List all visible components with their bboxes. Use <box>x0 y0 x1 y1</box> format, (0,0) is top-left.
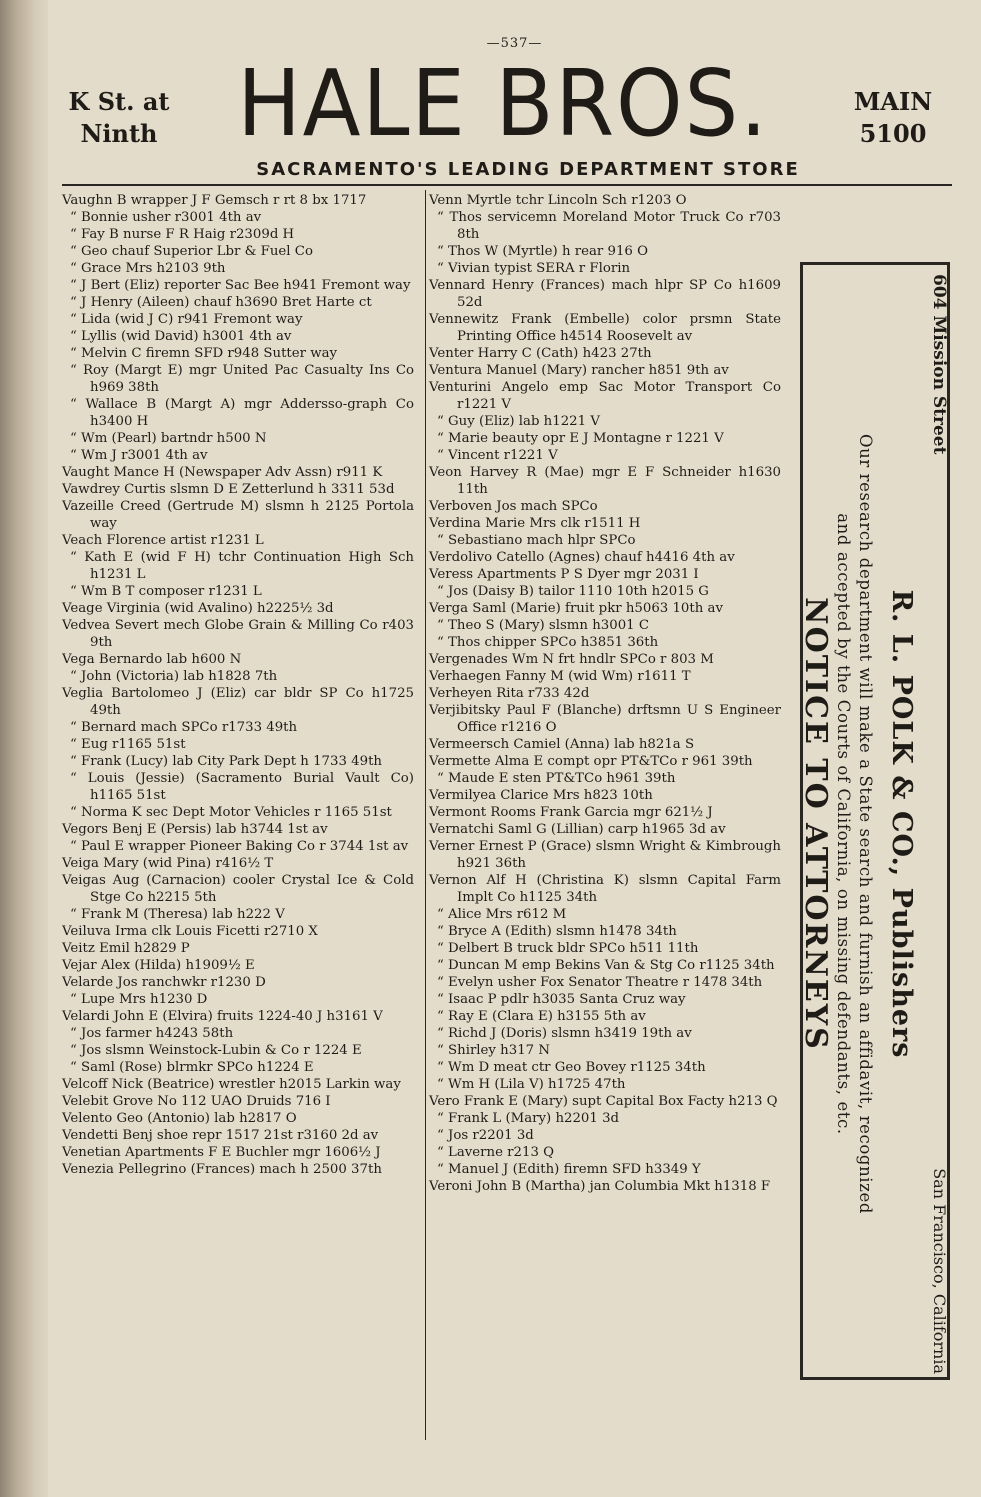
directory-entry: Vazeille Creed (Gertrude M) slsmn h 2125 Portola way <box>62 499 414 531</box>
directory-entry: “ Frank L (Mary) h2201 3d <box>437 1111 620 1126</box>
directory-entry: Verdina Marie Mrs clk r1511 H <box>429 516 641 531</box>
directory-entry: Veage Virginia (wid Avalino) h2225½ 3d <box>62 601 334 616</box>
directory-entry: Vennard Henry (Frances) mach hlpr SP Co h1609 52d <box>429 278 781 310</box>
directory-page <box>48 0 981 1497</box>
directory-entry: Veon Harvey R (Mae) mgr E F Schneider h1630 11th <box>429 465 781 497</box>
directory-entry: “ Richd J (Doris) slsmn h3419 19th av <box>437 1026 692 1041</box>
store-tagline: SACRAMENTO'S LEADING DEPARTMENT STORE <box>256 159 800 180</box>
notice-rotated-content <box>798 274 953 1374</box>
directory-entry: “ Sebastiano mach hlpr SPCo <box>437 533 636 548</box>
directory-entry: “ Wm (Pearl) bartndr h500 N <box>70 431 267 446</box>
directory-entry: “ Jos farmer h4243 58th <box>70 1026 234 1041</box>
directory-entry: “ Fay B nurse F R Haig r2309d H <box>70 227 295 242</box>
column-divider <box>425 190 426 1440</box>
directory-entry: “ Grace Mrs h2103 9th <box>70 261 226 276</box>
store-brand-heading: HALE BROS. <box>237 50 769 157</box>
directory-entry: “ Thos W (Myrtle) h rear 916 O <box>437 244 648 259</box>
directory-entry: Veiluva Irma clk Louis Ficetti r2710 X <box>62 924 318 939</box>
directory-entry: Verner Ernest P (Grace) slsmn Wright & Kimbrough h921 36th <box>429 839 781 871</box>
directory-entry: Venturini Angelo emp Sac Motor Transport Co r1221 V <box>429 380 781 412</box>
directory-entry: “ Geo chauf Superior Lbr & Fuel Co <box>70 244 313 259</box>
directory-entry: Velardi John E (Elvira) fruits 1224-40 J h3161 V <box>62 1009 383 1024</box>
directory-entry: Vermette Alma E compt opr PT&TCo r 961 39th <box>429 754 753 769</box>
header-divider <box>62 184 952 186</box>
directory-entry: Ventura Manuel (Mary) rancher h851 9th av <box>429 363 729 378</box>
directory-entry: Verboven Jos mach SPCo <box>429 499 598 514</box>
store-address <box>64 86 174 150</box>
directory-entry: Veglia Bartolomeo J (Eliz) car bldr SP Co h1725 49th <box>62 686 414 718</box>
directory-entry: Vergenades Wm N frt hndlr SPCo r 803 M <box>429 652 714 667</box>
directory-entry: “ Wm H (Lila V) h1725 47th <box>437 1077 626 1092</box>
directory-entry: Vaught Mance H (Newspaper Adv Assn) r911 K <box>62 465 383 480</box>
directory-entry: “ Wm D meat ctr Geo Bovey r1125 34th <box>437 1060 706 1075</box>
directory-entry: Venetian Apartments F E Buchler mgr 1606½ J <box>62 1145 381 1160</box>
directory-entry: Velarde Jos ranchwkr r1230 D <box>62 975 266 990</box>
directory-entry: “ Jos (Daisy B) tailor 1110 10th h2015 G <box>437 584 709 599</box>
store-phone <box>828 86 958 150</box>
store-address-line2: Ninth <box>80 119 158 148</box>
page-number: —537— <box>486 36 543 51</box>
directory-entry: “ Wm J r3001 4th av <box>70 448 208 463</box>
directory-entry: “ Lyllis (wid David) h3001 4th av <box>70 329 292 344</box>
directory-entry: “ Thos servicemn Moreland Motor Truck Co r703 8th <box>437 210 781 242</box>
directory-entry: “ Marie beauty opr E J Montagne r 1221 V <box>437 431 724 446</box>
directory-entry: Vermilyea Clarice Mrs h823 10th <box>429 788 653 803</box>
directory-entry: “ Bernard mach SPCo r1733 49th <box>70 720 298 735</box>
directory-entry: “ Lupe Mrs h1230 D <box>70 992 208 1007</box>
directory-entry: “ J Henry (Aileen) chauf h3690 Bret Harte ct <box>70 295 372 310</box>
directory-entry: Verheyen Rita r733 42d <box>429 686 590 701</box>
notice-to-attorneys-box <box>800 262 950 1380</box>
directory-entry: Vermeersch Camiel (Anna) lab h821a S <box>429 737 695 752</box>
directory-entry: Vermont Rooms Frank Garcia mgr 621½ J <box>429 805 713 820</box>
directory-entry: “ Eug r1165 51st <box>70 737 186 752</box>
notice-body-line1: Our research department will make a State search and furnish an affidavit, recognized <box>856 433 875 1215</box>
directory-entry: Vawdrey Curtis slsmn D E Zetterlund h 3311 53d <box>62 482 395 497</box>
directory-entry: Vegors Benj E (Persis) lab h3744 1st av <box>62 822 328 837</box>
directory-entry: Vero Frank E (Mary) supt Capital Box Facty h213 Q <box>429 1094 778 1109</box>
directory-entry: “ Norma K sec Dept Motor Vehicles r 1165 51st <box>70 805 392 820</box>
directory-entry: “ Manuel J (Edith) firemn SFD h3349 Y <box>437 1162 701 1177</box>
store-phone-line1: MAIN <box>853 87 933 116</box>
directory-column-left <box>62 192 414 1178</box>
directory-entry: Venezia Pellegrino (Frances) mach h 2500 37th <box>62 1162 382 1177</box>
directory-entry: Vendetti Benj shoe repr 1517 21st r3160 2d av <box>62 1128 379 1143</box>
directory-entry: Velento Geo (Antonio) lab h2817 O <box>62 1111 297 1126</box>
directory-entry: Veitz Emil h2829 P <box>62 941 190 956</box>
directory-entry: “ Jos r2201 3d <box>437 1128 534 1143</box>
directory-entry: Vega Bernardo lab h600 N <box>62 652 242 667</box>
directory-entry: Verjibitsky Paul F (Blanche) drftsmn U S Engineer Office r1216 O <box>429 703 781 735</box>
directory-entry: Verdolivo Catello (Agnes) chauf h4416 4th av <box>429 550 735 565</box>
notice-title: NOTICE TO ATTORNEYS <box>798 597 833 1051</box>
directory-entry: “ Louis (Jessie) (Sacramento Burial Vault Co) h1165 51st <box>70 771 414 803</box>
directory-entry: “ Frank (Lucy) lab City Park Dept h 1733 49th <box>70 754 382 769</box>
store-phone-line2: 5100 <box>859 119 927 148</box>
directory-entry: “ Delbert B truck bldr SPCo h511 11th <box>437 941 699 956</box>
directory-entry: Veroni John B (Martha) jan Columbia Mkt h1318 F <box>429 1179 771 1194</box>
directory-entry: “ Wm B T composer r1231 L <box>70 584 262 599</box>
directory-entry: Venter Harry C (Cath) h423 27th <box>429 346 652 361</box>
directory-entry: “ John (Victoria) lab h1828 7th <box>70 669 278 684</box>
directory-entry: “ Guy (Eliz) lab h1221 V <box>437 414 600 429</box>
directory-entry: Vaughn B wrapper J F Gemsch r rt 8 bx 1717 <box>62 193 367 208</box>
directory-entry: Vernatchi Saml G (Lillian) carp h1965 3d av <box>429 822 726 837</box>
directory-column-right <box>429 192 781 1195</box>
directory-entry: “ Vincent r1221 V <box>437 448 558 463</box>
directory-entry: “ Wallace B (Margt A) mgr Addersso-graph Co h3400 H <box>70 397 414 429</box>
directory-entry: “ Saml (Rose) blrmkr SPCo h1224 E <box>70 1060 314 1075</box>
binding-gutter <box>0 0 48 1497</box>
directory-entry: “ Evelyn usher Fox Senator Theatre r 1478 34th <box>437 975 763 990</box>
directory-entry: “ Lida (wid J C) r941 Fremont way <box>70 312 303 327</box>
directory-entry: Vedvea Severt mech Globe Grain & Milling Co r403 9th <box>62 618 414 650</box>
directory-entry: Velcoff Nick (Beatrice) wrestler h2015 Larkin way <box>62 1077 401 1092</box>
directory-entry: “ Melvin C firemn SFD r948 Sutter way <box>70 346 338 361</box>
directory-entry: “ Thos chipper SPCo h3851 36th <box>437 635 659 650</box>
directory-entry: “ Alice Mrs r612 M <box>437 907 567 922</box>
directory-entry: Veigas Aug (Carnacion) cooler Crystal Ice & Cold Stge Co h2215 5th <box>62 873 414 905</box>
directory-entry: “ Laverne r213 Q <box>437 1145 555 1160</box>
directory-entry: Venn Myrtle tchr Lincoln Sch r1203 O <box>429 193 687 208</box>
directory-entry: Veiga Mary (wid Pina) r416½ T <box>62 856 274 871</box>
directory-entry: “ Jos slsmn Weinstock-Lubin & Co r 1224 E <box>70 1043 362 1058</box>
directory-entry: “ Roy (Margt E) mgr United Pac Casualty Ins Co h969 38th <box>70 363 414 395</box>
directory-entry: “ Frank M (Theresa) lab h222 V <box>70 907 285 922</box>
directory-entry: Verga Saml (Marie) fruit pkr h5063 10th av <box>429 601 723 616</box>
directory-entry: “ Duncan M emp Bekins Van & Stg Co r1125 34th <box>437 958 775 973</box>
directory-entry: “ Theo S (Mary) slsmn h3001 C <box>437 618 650 633</box>
directory-entry: “ J Bert (Eliz) reporter Sac Bee h941 Fremont way <box>70 278 411 293</box>
directory-entry: Veach Florence artist r1231 L <box>62 533 264 548</box>
directory-entry: “ Bonnie usher r3001 4th av <box>70 210 262 225</box>
notice-body-line2: and accepted by the Courts of California, on missing defendants, etc. <box>834 513 853 1135</box>
directory-entry: Vejar Alex (Hilda) h1909½ E <box>62 958 255 973</box>
directory-entry: “ Ray E (Clara E) h3155 5th av <box>437 1009 646 1024</box>
directory-entry: Velebit Grove No 112 UAO Druids 716 I <box>62 1094 331 1109</box>
directory-entry: “ Maude E sten PT&TCo h961 39th <box>437 771 676 786</box>
notice-publisher: R. L. POLK & CO., Publishers <box>886 589 917 1059</box>
directory-entry: Veress Apartments P S Dyer mgr 2031 I <box>429 567 699 582</box>
directory-entry: Verhaegen Fanny M (wid Wm) r1611 T <box>429 669 691 684</box>
directory-entry: Vennewitz Frank (Embelle) color prsmn State Printing Office h4514 Roosevelt av <box>429 312 781 344</box>
store-address-line1: K St. at <box>68 87 170 116</box>
directory-entry: “ Vivian typist SERA r Florin <box>437 261 631 276</box>
directory-entry: “ Paul E wrapper Pioneer Baking Co r 3744 1st av <box>70 839 409 854</box>
directory-entry: Vernon Alf H (Christina K) slsmn Capital Farm Implt Co h1125 34th <box>429 873 781 905</box>
directory-entry: “ Kath E (wid F H) tchr Continuation High Sch h1231 L <box>70 550 414 582</box>
notice-city: San Francisco, California <box>930 1168 949 1374</box>
directory-entry: “ Bryce A (Edith) slsmn h1478 34th <box>437 924 677 939</box>
directory-entry: “ Isaac P pdlr h3035 Santa Cruz way <box>437 992 686 1007</box>
notice-address: 604 Mission Street <box>929 274 949 455</box>
directory-entry: “ Shirley h317 N <box>437 1043 550 1058</box>
